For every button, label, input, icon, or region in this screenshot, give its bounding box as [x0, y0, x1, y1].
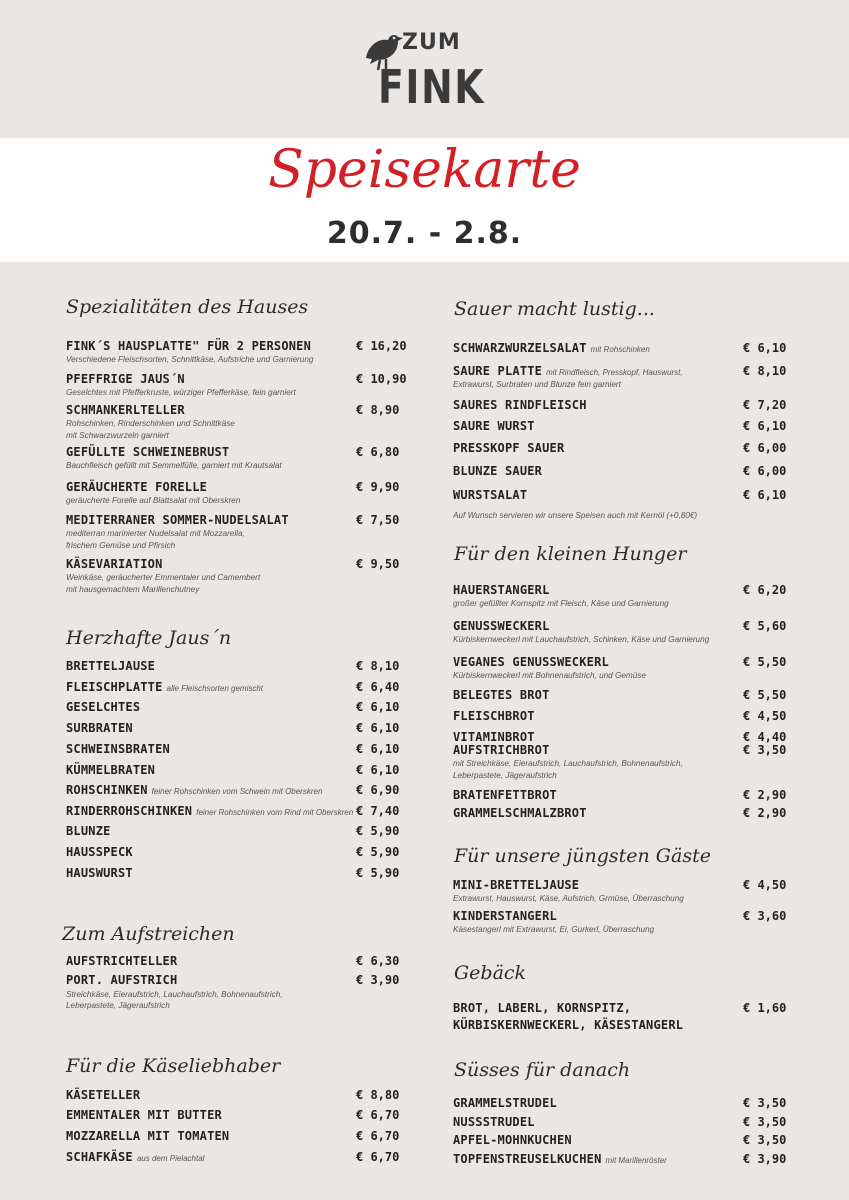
- menu-item-price: € 8,80: [356, 1088, 400, 1102]
- date-range: 20.7. - 2.8.: [326, 216, 523, 251]
- menu-item-name-text: SCHWEINSBRATEN: [66, 742, 170, 756]
- menu-item-name-text: PRESSKOPF SAUER: [453, 441, 565, 455]
- menu-item-price: € 6,20: [743, 583, 787, 597]
- menu-item-name: [66, 445, 406, 459]
- menu-item-name: [66, 763, 406, 777]
- menu-item-price: € 6,10: [356, 742, 400, 756]
- menu-item: [66, 742, 406, 756]
- menu-item: [453, 619, 793, 645]
- menu-item-price: € 6,70: [356, 1129, 400, 1143]
- menu-item-name-text: SAURE WURST: [453, 419, 535, 433]
- menu-item-price: € 6,40: [356, 680, 400, 694]
- menu-item: [66, 845, 406, 859]
- menu-item-price: € 7,50: [356, 513, 400, 527]
- menu-item: [453, 806, 793, 820]
- menu-item-price: € 4,50: [743, 709, 787, 723]
- menu-item-price: € 5,50: [743, 688, 787, 702]
- menu-item-price: € 6,80: [356, 445, 400, 459]
- menu-item-description: Bauchfleisch gefüllt mit Semmelfülle, garniert mit Krautsalat: [66, 461, 282, 470]
- menu-item-name: [453, 730, 793, 744]
- menu-item-name-text: VEGANES GENUSSWECKERL: [453, 655, 609, 669]
- menu-item-name-text: RINDERROHSCHINKEN: [66, 804, 193, 818]
- menu-item-name: [66, 721, 406, 735]
- menu-item-name-text: KÄSEVARIATION: [66, 557, 163, 571]
- menu-item-price: € 10,90: [356, 372, 407, 386]
- menu-item-name-text: KÜRBISKERNWECKERL, KÄSESTANGERL: [453, 1018, 684, 1032]
- section-title-aufstreichen: Zum Aufstreichen: [62, 923, 235, 945]
- menu-item-price: € 3,50: [743, 1115, 787, 1129]
- menu-item-description: Kürbiskernweckerl mit Bohnenaufstrich, und Gemüse: [453, 671, 646, 680]
- menu-item-name: [66, 804, 406, 818]
- menu-item-name: [66, 1150, 406, 1164]
- menu-item-price: € 4,50: [743, 878, 787, 892]
- menu-item: [453, 1115, 793, 1129]
- section-title-suesses: Süsses für danach: [454, 1059, 631, 1081]
- menu-item-name: [453, 464, 793, 478]
- menu-item-price: € 5,60: [743, 619, 787, 633]
- menu-item: [66, 721, 406, 735]
- menu-item-name-text: AUFSTRICHTELLER: [66, 954, 178, 968]
- menu-item-name: [66, 659, 406, 673]
- menu-item-price: € 6,10: [356, 763, 400, 777]
- section-title-sauer: Sauer macht lustig...: [454, 298, 655, 320]
- menu-item-price: € 7,40: [356, 804, 400, 818]
- menu-item: [66, 445, 406, 471]
- menu-item-price: € 6,10: [743, 419, 787, 433]
- menu-item-description: Geselchtes mit Pfefferkruste, würziger Pfefferkäse, fein garniert: [66, 388, 296, 397]
- menu-item-name: [66, 700, 406, 714]
- menu-item: [453, 709, 793, 723]
- menu-item-name-text: SURBRATEN: [66, 721, 133, 735]
- menu-item-name-text: WURSTSALAT: [453, 488, 528, 502]
- menu-item-name: [453, 688, 793, 702]
- menu-item: [66, 403, 406, 441]
- menu-item-name: [66, 973, 406, 987]
- menu-item-name: [66, 1108, 406, 1122]
- menu-item-price: € 7,20: [743, 398, 787, 412]
- menu-item-description: Rohschinken, Rinderschinken und Schnittkäse: [66, 419, 235, 428]
- menu-item-name-text: HAUSSPECK: [66, 845, 133, 859]
- page-title: Speisekarte: [268, 140, 581, 200]
- menu-item-price: € 3,50: [743, 1096, 787, 1110]
- menu-item: [453, 341, 793, 355]
- menu-item-inline-note: mit Rindfleisch, Presskopf, Hauswurst,: [546, 368, 683, 377]
- menu-item-name-text: GEFÜLLTE SCHWEINEBRUST: [66, 445, 230, 459]
- menu-item: [453, 730, 793, 744]
- menu-item: [66, 1088, 406, 1102]
- menu-item-name: [453, 364, 793, 378]
- menu-item-price: € 6,10: [743, 488, 787, 502]
- menu-item: [66, 680, 406, 694]
- menu-item: [66, 763, 406, 777]
- menu-item: [66, 1150, 406, 1164]
- menu-item-name-text: ROHSCHINKEN: [66, 783, 148, 797]
- menu-item: [453, 1096, 793, 1110]
- menu-item-name-text: MINI-BRETTELJAUSE: [453, 878, 580, 892]
- menu-item: [453, 419, 793, 433]
- menu-item-name: [66, 403, 406, 417]
- menu-item-name-text: GESELCHTES: [66, 700, 141, 714]
- menu-item-name-text: BELEGTES BROT: [453, 688, 550, 702]
- menu-item-description: geräucherte Forelle auf Blattsalat mit Oberskren: [66, 496, 241, 505]
- menu-item: [66, 973, 406, 987]
- menu-item: [66, 954, 406, 968]
- menu-item: [453, 1018, 793, 1032]
- menu-item-name: [453, 419, 793, 433]
- menu-item-price: € 5,90: [356, 845, 400, 859]
- menu-item: [66, 804, 406, 818]
- menu-item-name: [66, 783, 406, 797]
- menu-item-name-text: FLEISCHBROT: [453, 709, 535, 723]
- menu-item-description: Leberpastete, Jägeraufstrich: [453, 771, 557, 780]
- menu-item-price: € 2,90: [743, 806, 787, 820]
- menu-item-description: mit Schwarzwurzeln garniert: [66, 431, 169, 440]
- menu-item: [453, 878, 793, 904]
- menu-item-name-text: BROT, LABERL, KORNSPITZ,: [453, 1001, 632, 1015]
- menu-item-name-text: FINK´S HAUSPLATTE" FÜR 2 PERSONEN: [66, 339, 312, 353]
- menu-item-name: [453, 398, 793, 412]
- menu-item-description: Käsestangerl mit Extrawurst, Ei, Gurkerl, Überraschung: [453, 925, 655, 934]
- menu-item: [66, 557, 406, 595]
- menu-item-price: € 6,70: [356, 1108, 400, 1122]
- section-title-kaese: Für die Käseliebhaber: [66, 1055, 281, 1077]
- menu-item-price: € 5,50: [743, 655, 787, 669]
- menu-item-name: [453, 1133, 793, 1147]
- menu-item-name: [66, 824, 406, 838]
- menu-item-price: € 9,90: [356, 480, 400, 494]
- menu-item-description: mit Streichkäse, Eieraufstrich, Lauchaufstrich, Bohnenaufstrich,: [453, 759, 683, 768]
- menu-item: [453, 1133, 793, 1147]
- menu-item-name: [453, 488, 793, 502]
- menu-item-name: [453, 1096, 793, 1110]
- menu-item-price: € 6,10: [356, 700, 400, 714]
- menu-item-name-text: SCHWARZWURZELSALAT: [453, 341, 587, 355]
- menu-item-name: [453, 441, 793, 455]
- menu-item: [453, 688, 793, 702]
- menu-item-name-text: BRATENFETTBROT: [453, 788, 557, 802]
- menu-item: [66, 480, 406, 506]
- menu-item-inline-note: feiner Rohschinken vom Rind mit Oberskren: [196, 808, 354, 817]
- menu-item: [66, 1129, 406, 1143]
- menu-item: [66, 866, 406, 880]
- menu-item-price: € 3,60: [743, 909, 787, 923]
- menu-item: [453, 1152, 793, 1166]
- menu-item-name: [66, 866, 406, 880]
- menu-item-name: [66, 339, 406, 353]
- menu-item: [453, 909, 793, 935]
- menu-item-name-text: KINDERSTANGERL: [453, 909, 557, 923]
- menu-item-name: [66, 954, 406, 968]
- menu-item-price: € 4,40: [743, 730, 787, 744]
- menu-item-name: [453, 709, 793, 723]
- section-title-gaeste: Für unsere jüngsten Gäste: [454, 845, 711, 867]
- menu-item: [453, 583, 793, 609]
- menu-item-name: [453, 583, 793, 597]
- menu-item-name: [66, 513, 406, 527]
- kernoel-note: Auf Wunsch servieren wir unsere Speisen auch mit Kernöl (+0,80€): [453, 511, 698, 520]
- menu-item-price: € 6,30: [356, 954, 400, 968]
- menu-item-price: € 5,90: [356, 866, 400, 880]
- logo-zum: ZUM: [402, 30, 461, 55]
- aufstrich-description: Streichkäse, Eieraufstrich, Lauchaufstrich, Bohnenaufstrich,: [66, 990, 283, 999]
- menu-item-name-text: GRAMMELSCHMALZBROT: [453, 806, 587, 820]
- menu-item-name-text: PFEFFRIGE JAUS´N: [66, 372, 185, 386]
- menu-item-name-text: PORT. AUFSTRICH: [66, 973, 178, 987]
- menu-item-price: € 3,90: [743, 1152, 787, 1166]
- menu-item-inline-note: alle Fleischsorten gemischt: [166, 684, 264, 693]
- menu-item: [453, 743, 793, 781]
- menu-item: [453, 441, 793, 455]
- menu-item: [453, 655, 793, 681]
- menu-item-price: € 8,90: [356, 403, 400, 417]
- menu-item-name-text: MEDITERRANER SOMMER-NUDELSALAT: [66, 513, 289, 527]
- menu-item: [66, 824, 406, 838]
- menu-item-price: € 3,50: [743, 743, 787, 757]
- menu-item-name: [453, 619, 793, 633]
- menu-item: [66, 513, 406, 551]
- menu-item-name: [453, 1152, 793, 1166]
- menu-item-name: [453, 1115, 793, 1129]
- menu-item-description: Weinkäse, geräucherter Emmentaler und Camembert: [66, 573, 261, 582]
- menu-item-name-text: BLUNZE: [66, 824, 111, 838]
- menu-item-name-text: BRETTELJAUSE: [66, 659, 156, 673]
- menu-item-name-text: KÜMMELBRATEN: [66, 763, 156, 777]
- menu-item-name-text: NUSSSTRUDEL: [453, 1115, 535, 1129]
- menu-item-price: € 6,00: [743, 464, 787, 478]
- menu-item-description: frischem Gemüse und Pfirsich: [66, 541, 176, 550]
- menu-item-price: € 9,50: [356, 557, 400, 571]
- menu-item-inline-note: mit Rohschinken: [590, 345, 650, 354]
- menu-item-name-text: APFEL-MOHNKUCHEN: [453, 1133, 572, 1147]
- menu-item-name-text: BLUNZE SAUER: [453, 464, 543, 478]
- menu-item-price: € 16,20: [356, 339, 407, 353]
- menu-item-name-text: GERÄUCHERTE FORELLE: [66, 480, 208, 494]
- menu-item: [453, 364, 793, 390]
- menu-item-price: € 6,00: [743, 441, 787, 455]
- menu-item-description: Kürbiskernweckerl mit Lauchaufstrich, Schinken, Käse und Garnierung: [453, 635, 710, 644]
- menu-item-name-text: MOZZARELLA MIT TOMATEN: [66, 1129, 230, 1143]
- menu-item-name: [453, 743, 793, 757]
- menu-item-name: [66, 680, 406, 694]
- menu-item: [453, 1001, 793, 1015]
- menu-item-name-text: VITAMINBROT: [453, 730, 535, 744]
- menu-item-name-text: HAUERSTANGERL: [453, 583, 550, 597]
- menu-item-name-text: TOPFENSTREUSELKUCHEN: [453, 1152, 602, 1166]
- menu-item-name: [66, 372, 406, 386]
- menu-item-name: [66, 480, 406, 494]
- menu-item-price: € 5,90: [356, 824, 400, 838]
- menu-item-description: mediterran marinierter Nudelsalat mit Mozzarella,: [66, 529, 245, 538]
- menu-item-name-text: KÄSETELLER: [66, 1088, 141, 1102]
- menu-item: [66, 783, 406, 797]
- menu-item-price: € 2,90: [743, 788, 787, 802]
- menu-item-name-text: SAURES RINDFLEISCH: [453, 398, 587, 412]
- menu-item-inline-note: feiner Rohschinken vom Schwein mit Oberskren: [151, 787, 323, 796]
- section-title-hunger: Für den kleinen Hunger: [454, 543, 687, 565]
- menu-item-name-text: GRAMMELSTRUDEL: [453, 1096, 557, 1110]
- menu-item-price: € 3,50: [743, 1133, 787, 1147]
- menu-item-price: € 6,10: [743, 341, 787, 355]
- menu-item-description: Extrawurst, Surbraten und Blunze fein garniert: [453, 380, 621, 389]
- menu-item-description: großer gefüllter Kornspitz mit Fleisch, Käse und Garnierung: [453, 599, 669, 608]
- menu-item-name-text: SCHAFKÄSE: [66, 1150, 133, 1164]
- menu-item-name-text: SCHMANKERLTELLER: [66, 403, 185, 417]
- logo-fink: FINK: [378, 60, 486, 114]
- menu-item-price: € 6,10: [356, 721, 400, 735]
- menu-item-name: [453, 806, 793, 820]
- menu-item-description: Verschiedene Fleischsorten, Schnittkäse, Aufstriche und Garnierung: [66, 355, 314, 364]
- menu-item-name: [453, 878, 793, 892]
- menu-item-description: Extrawurst, Hauswurst, Käse, Aufstrich, Grmüse, Überraschung: [453, 894, 684, 903]
- menu-item-price: € 3,90: [356, 973, 400, 987]
- menu-item-price: € 8,10: [743, 364, 787, 378]
- menu-item-name: [66, 557, 406, 571]
- menu-item-price: € 1,60: [743, 1001, 787, 1015]
- menu-item: [66, 339, 406, 365]
- menu-item-name: [66, 742, 406, 756]
- menu-item-name-text: GENUSSWECKERL: [453, 619, 550, 633]
- menu-item: [66, 700, 406, 714]
- menu-item-name: [453, 909, 793, 923]
- section-title-gebaeck: Gebäck: [454, 962, 527, 984]
- menu-item-name-text: FLEISCHPLATTE: [66, 680, 163, 694]
- menu-item: [66, 372, 406, 398]
- menu-item-name: [66, 845, 406, 859]
- menu-item-price: € 8,10: [356, 659, 400, 673]
- aufstrich-description: Leberpastete, Jägeraufstrich: [66, 1001, 170, 1010]
- menu-item: [66, 1108, 406, 1122]
- menu-item-name-text: SAURE PLATTE: [453, 364, 543, 378]
- menu-item: [453, 488, 793, 502]
- menu-item-name: [453, 1018, 793, 1032]
- menu-item-name: [453, 1001, 793, 1015]
- menu-item-price: € 6,70: [356, 1150, 400, 1164]
- menu-item-description: mit hausgemachtem Marillenchutney: [66, 585, 200, 594]
- menu-item-name: [66, 1088, 406, 1102]
- menu-item: [453, 788, 793, 802]
- menu-item-inline-note: aus dem Pielachtal: [136, 1154, 205, 1163]
- menu-item-name: [66, 1129, 406, 1143]
- menu-item-name-text: HAUSWURST: [66, 866, 133, 880]
- menu-item-name: [453, 341, 793, 355]
- menu-item-price: € 6,90: [356, 783, 400, 797]
- logo: [360, 22, 500, 122]
- menu-item-name-text: AUFSTRICHBROT: [453, 743, 550, 757]
- section-title-spezialitaeten: Spezialitäten des Hauses: [66, 296, 309, 318]
- menu-item: [66, 659, 406, 673]
- menu-item-inline-note: mit Marillenröster: [605, 1156, 667, 1165]
- menu-item-name: [453, 655, 793, 669]
- menu-item: [453, 398, 793, 412]
- menu-item: [453, 464, 793, 478]
- menu-item-name-text: EMMENTALER MIT BUTTER: [66, 1108, 222, 1122]
- menu-item-name: [453, 788, 793, 802]
- section-title-herzhafte: Herzhafte Jaus´n: [66, 627, 232, 649]
